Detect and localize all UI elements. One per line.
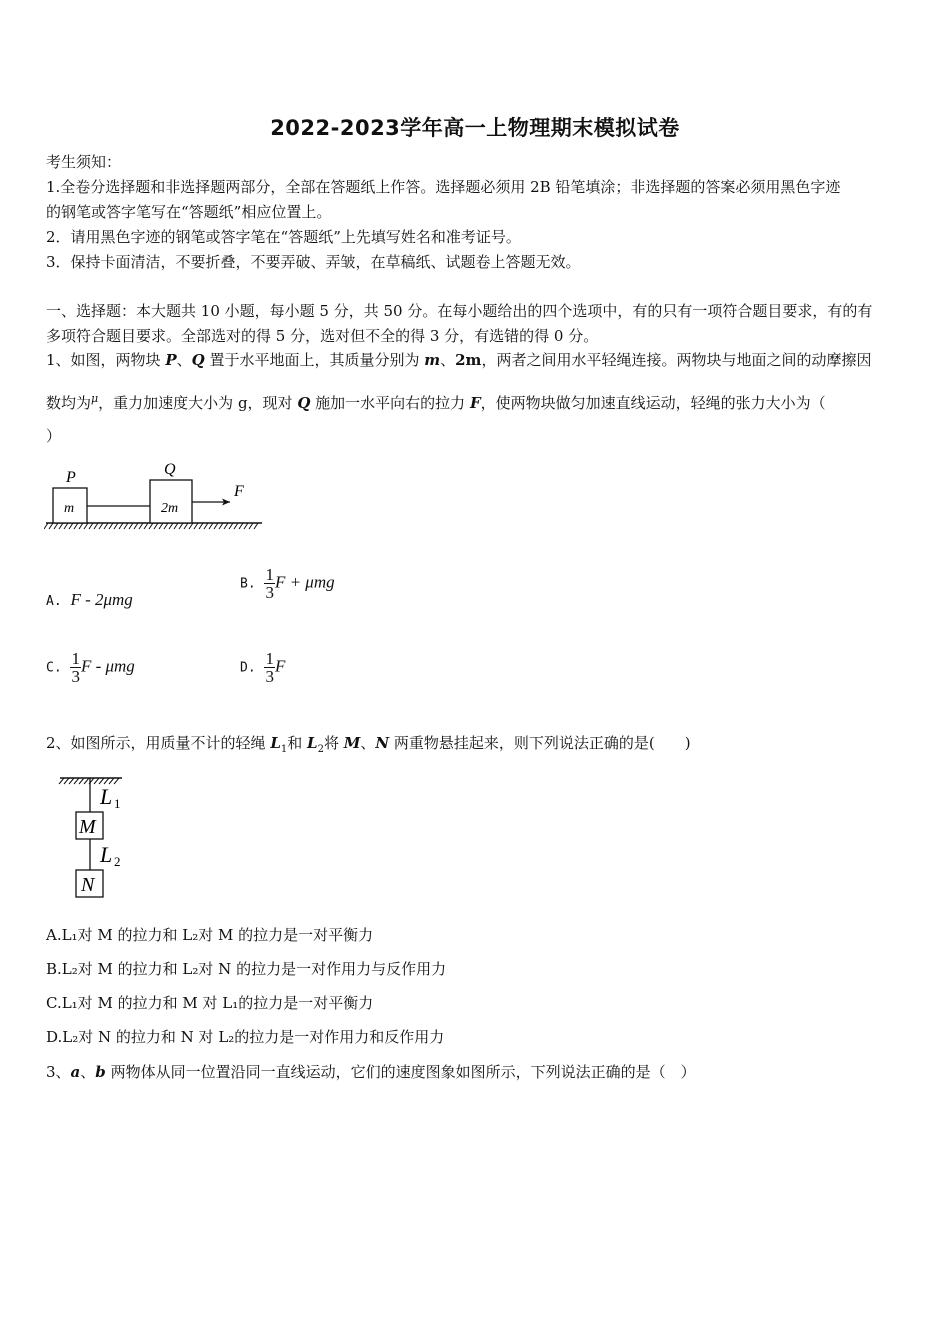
q1-text: ，使两物块做匀加速直线运动，轻绳的张力大小为（ [480,394,826,412]
q1-option-d[interactable] [240,650,285,685]
denominator: 3 [265,583,274,602]
section-1-intro-line-2: 多项符合题目要求。全部选对的得 5 分，选对但不全的得 3 分，有选错的得 0 分。 [46,327,599,345]
q1-stem-line-1 [46,350,871,370]
denominator: 3 [71,667,80,686]
option-expression: F + μmg [274,572,335,592]
option-label: D. [240,660,256,676]
label-p: P [66,469,76,486]
q2-var-m: M [343,734,361,752]
notice-item-1-line-1: 1.全卷分选择题和非选择题两部分，全部在答题纸上作答。选择题必须用 2B 铅笔填涂；非选择题的答案必须用黑色字迹 [46,178,841,196]
label-p-mass: m [64,501,75,516]
denominator: 3 [265,667,274,686]
option-label: B. [240,576,256,592]
q1-text: 1、如图，两物块 [46,351,166,369]
q1-var-q: Q [191,351,205,369]
q3-var-b: b [95,1063,106,1081]
notice-heading: 考生须知： [46,153,122,171]
q1-var-2m: 2m [455,351,482,369]
fraction [264,650,275,685]
q1-var-q: Q [297,394,311,412]
notice-item-3: 3．保持卡面清洁，不要折叠，不要弄破、弄皱，在草稿纸、试题卷上答题无效。 [46,253,581,271]
page-title: 2022-2023学年高一上物理期末模拟试卷 [270,116,680,140]
numerator: 1 [265,649,274,668]
fraction [264,566,275,601]
q2-text: 两重物悬挂起来，则下列说法正确的是( ) [389,734,691,752]
q1-option-c[interactable] [46,650,135,685]
q1-text: 施加一水平向右的拉力 [310,394,470,412]
q2-option-a[interactable]: A.L₁对 M 的拉力和 L₂对 M 的拉力是一对平衡力 [46,926,374,944]
q3-stem [46,1062,696,1082]
q2-option-d[interactable]: D.L₂对 N 的拉力和 N 对 L₂的拉力是一对作用力和反作用力 [46,1028,445,1046]
option-expression: F [274,656,286,676]
q2-var-n: N [375,734,390,752]
q2-option-b[interactable]: B.L₂对 M 的拉力和 L₂对 N 的拉力是一对作用力与反作用力 [46,960,447,978]
q1-text: 数均为 [46,394,92,412]
q1-var-p: P [165,351,177,369]
label-m: M [79,816,96,838]
label-l2: L [100,842,113,867]
label-n: N [81,874,95,896]
label-l1: L [100,784,113,809]
label-q: Q [164,461,176,478]
q1-var-f: F [469,394,481,412]
notice-item-2: 2．请用黑色字迹的钢笔或答字笔在“答题纸”上先填写姓名和准考证号。 [46,228,521,246]
q2-var-l1-sub: 1 [280,744,288,755]
q2-figure [56,766,136,902]
q1-text: 、 [440,351,456,369]
numerator: 1 [265,565,274,584]
option-expression: F - 2μmg [70,590,133,609]
q1-var-mu: μ [91,392,99,405]
fraction [70,650,81,685]
label-q-mass: 2m [161,501,179,516]
label-l2-sub: 2 [114,854,121,869]
q2-var-l1: L [270,734,281,752]
q2-text: 和 [287,734,308,752]
ground-hatching [44,523,262,529]
q2-stem [46,733,691,760]
notice-item-1-line-2: 的钢笔或答字笔写在“答题纸”相应位置上。 [46,203,332,221]
q2-var-l2: L [307,734,318,752]
q1-var-m: m [424,351,441,369]
q3-text: 3、 [46,1063,71,1081]
q1-option-b[interactable] [240,566,335,601]
q3-var-a: a [70,1063,81,1081]
section-1-intro-line-1: 一、选择题：本大题共 10 小题，每小题 5 分，共 50 分。在每小题给出的四个选项中，有的只有一项符合题目要求，有的有 [46,302,873,320]
option-label: C. [46,660,62,676]
q1-figure [44,456,270,536]
q2-text: 将 [323,734,344,752]
option-expression: F - μmg [80,656,135,676]
q1-stem-line-2 [46,389,826,413]
q1-text: 、 [176,351,192,369]
q2-text: 、 [360,734,376,752]
q1-text: ，重力加速度大小为 g，现对 [98,394,298,412]
q3-text: 两物体从同一位置沿同一直线运动，它们的速度图象如图所示，下列说法正确的是（ ） [105,1063,696,1081]
q1-stem-line-3: ） [46,427,62,445]
option-label: A. [46,594,62,609]
q1-option-a[interactable] [46,590,133,610]
q1-text: 置于水平地面上，其质量分别为 [204,351,425,369]
label-l1-sub: 1 [114,796,121,811]
label-force: F [234,483,244,500]
numerator: 1 [71,649,80,668]
q2-option-c[interactable]: C.L₁对 M 的拉力和 M 对 L₁的拉力是一对平衡力 [46,994,374,1012]
q2-var-l2-sub: 2 [317,744,324,755]
q3-text: 、 [80,1063,96,1081]
q2-text: 2、如图所示，用质量不计的轻绳 [46,734,271,752]
q1-text: ，两者之间用水平轻绳连接。两物块与地面之间的动摩擦因 [481,351,872,369]
